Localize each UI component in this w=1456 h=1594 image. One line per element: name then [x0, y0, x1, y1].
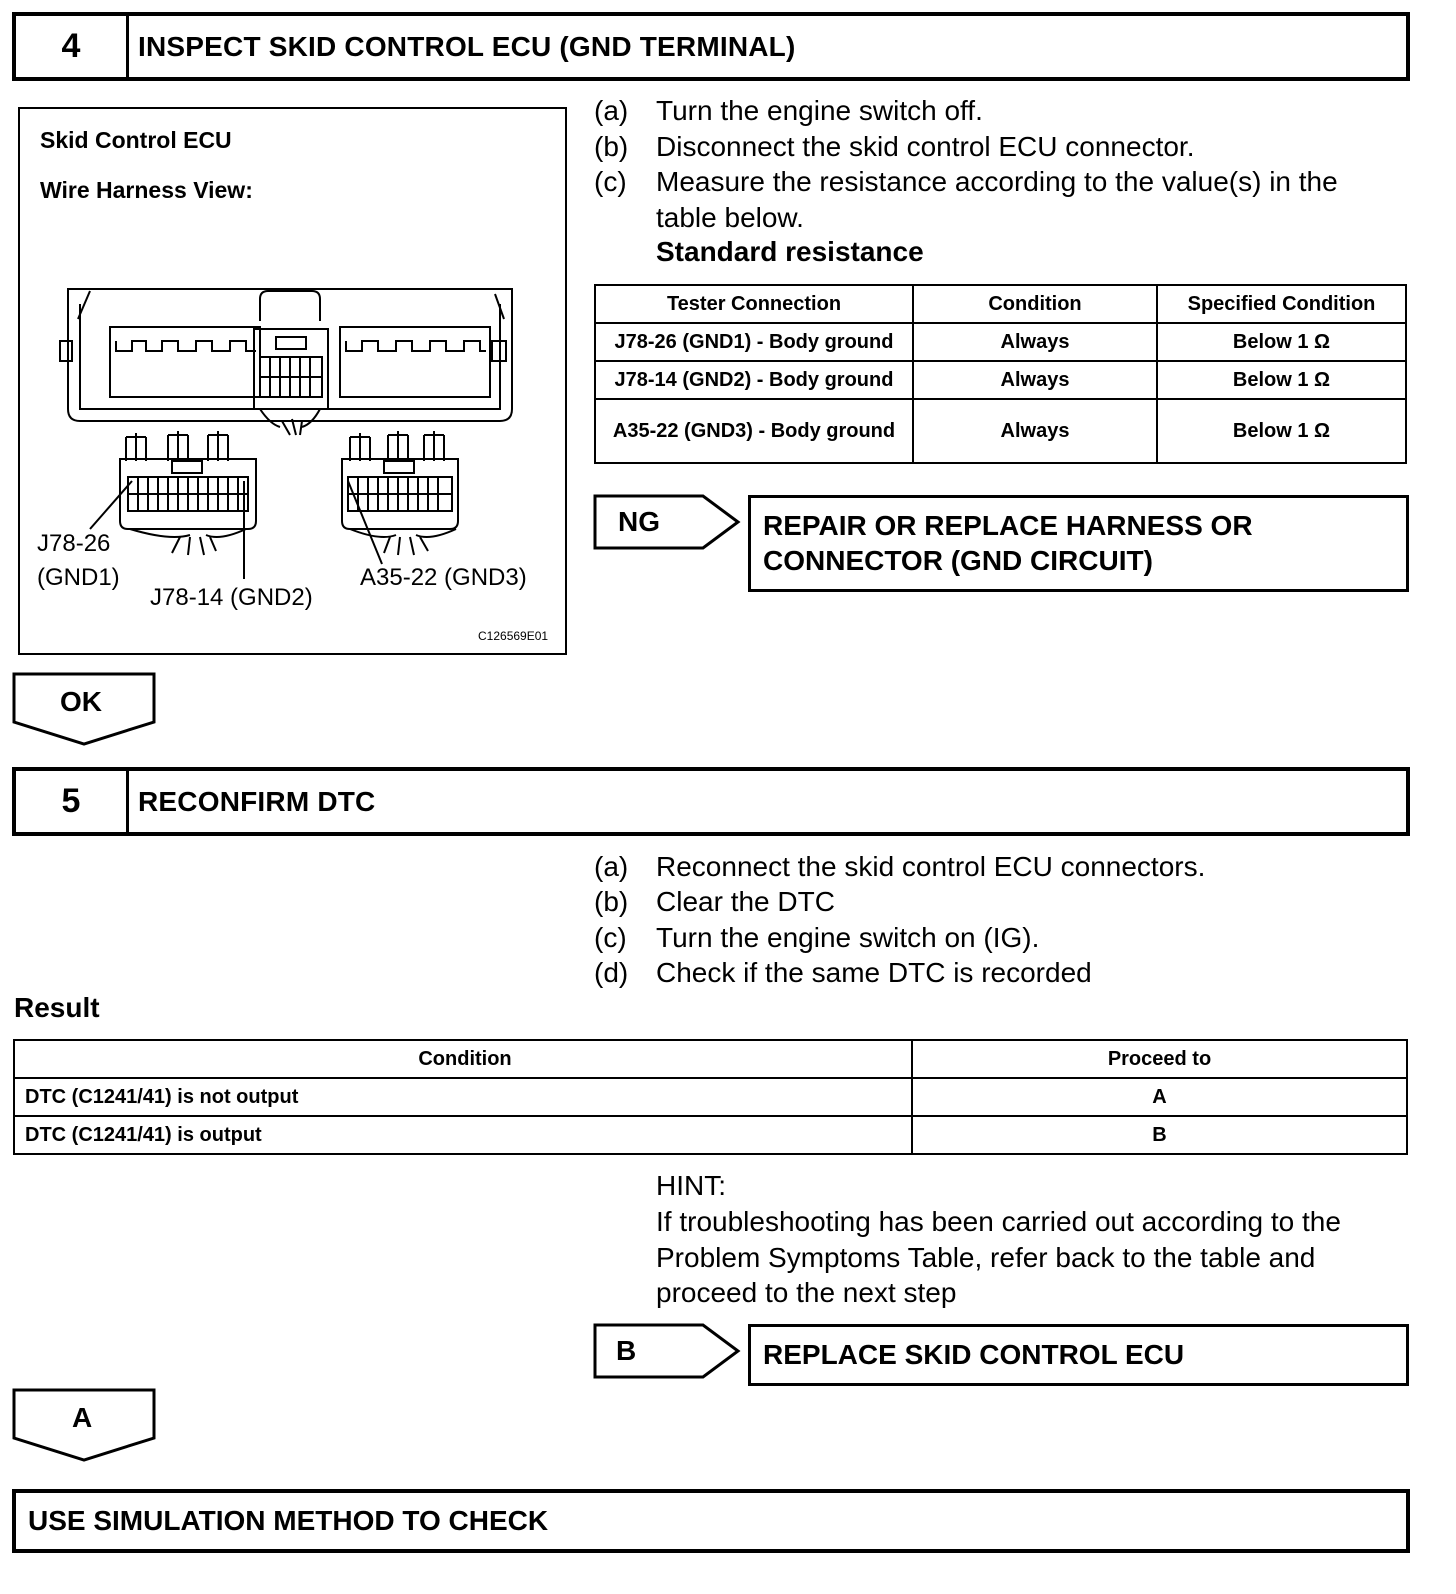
table-cell: Always: [913, 361, 1157, 399]
step-4-header: [12, 12, 1410, 81]
step-number: 5: [16, 771, 129, 832]
col-header: Proceed to: [912, 1040, 1407, 1078]
step-5-header: [12, 767, 1410, 836]
col-header: Condition: [913, 285, 1157, 323]
resistance-table: [594, 284, 1407, 464]
b-result-box: REPLACE SKID CONTROL ECU: [748, 1324, 1409, 1386]
table-cell: A: [912, 1078, 1407, 1116]
table-cell: J78-26 (GND1) - Body ground: [595, 323, 913, 361]
col-header: Specified Condition: [1157, 285, 1406, 323]
b-label: B: [616, 1335, 637, 1366]
step-title: INSPECT SKID CONTROL ECU (GND TERMINAL): [138, 30, 796, 62]
col-header: Tester Connection: [595, 285, 913, 323]
hint-label: HINT:: [656, 1170, 726, 1201]
standard-resistance-title: Standard resistance: [656, 236, 924, 267]
label-j78-26: J78-26 (GND1): [37, 530, 120, 591]
ng-arrow: [593, 494, 743, 554]
ok-label: OK: [60, 686, 102, 717]
table-cell: Below 1 Ω: [1157, 361, 1406, 399]
result-table: [13, 1039, 1408, 1155]
step-number: 4: [16, 16, 129, 77]
label-a35-22: A35-22 (GND3): [360, 564, 527, 591]
figure-title: Skid Control ECU: [40, 127, 232, 153]
table-cell: Always: [913, 323, 1157, 361]
figure-subtitle: Wire Harness View:: [40, 177, 253, 203]
ng-result-box: REPAIR OR REPLACE HARNESS OR CONNECTOR (GND CIRCUIT): [748, 495, 1409, 592]
table-cell: A35-22 (GND3) - Body ground: [595, 399, 913, 463]
a-label: A: [72, 1402, 93, 1433]
final-step-box: [12, 1489, 1410, 1553]
figure-code: C126569E01: [478, 629, 549, 643]
table-cell: DTC (C1241/41) is output: [14, 1116, 912, 1154]
table-cell: Always: [913, 399, 1157, 463]
hint-text: If troubleshooting has been carried out according to the Problem Symptoms Table, refer back to the table and proceed to the next step: [656, 1206, 1341, 1308]
table-cell: Below 1 Ω: [1157, 323, 1406, 361]
final-title: USE SIMULATION METHOD TO CHECK: [28, 1505, 549, 1536]
step-title: RECONFIRM DTC: [138, 785, 376, 817]
ng-label: NG: [618, 506, 660, 537]
label-j78-14: J78-14 (GND2): [150, 584, 313, 611]
table-cell: DTC (C1241/41) is not output: [14, 1078, 912, 1116]
col-header: Condition: [14, 1040, 912, 1078]
table-cell: Below 1 Ω: [1157, 399, 1406, 463]
wire-harness-figure: [18, 107, 567, 655]
result-title: Result: [14, 992, 100, 1023]
table-cell: J78-14 (GND2) - Body ground: [595, 361, 913, 399]
table-cell: B: [912, 1116, 1407, 1154]
